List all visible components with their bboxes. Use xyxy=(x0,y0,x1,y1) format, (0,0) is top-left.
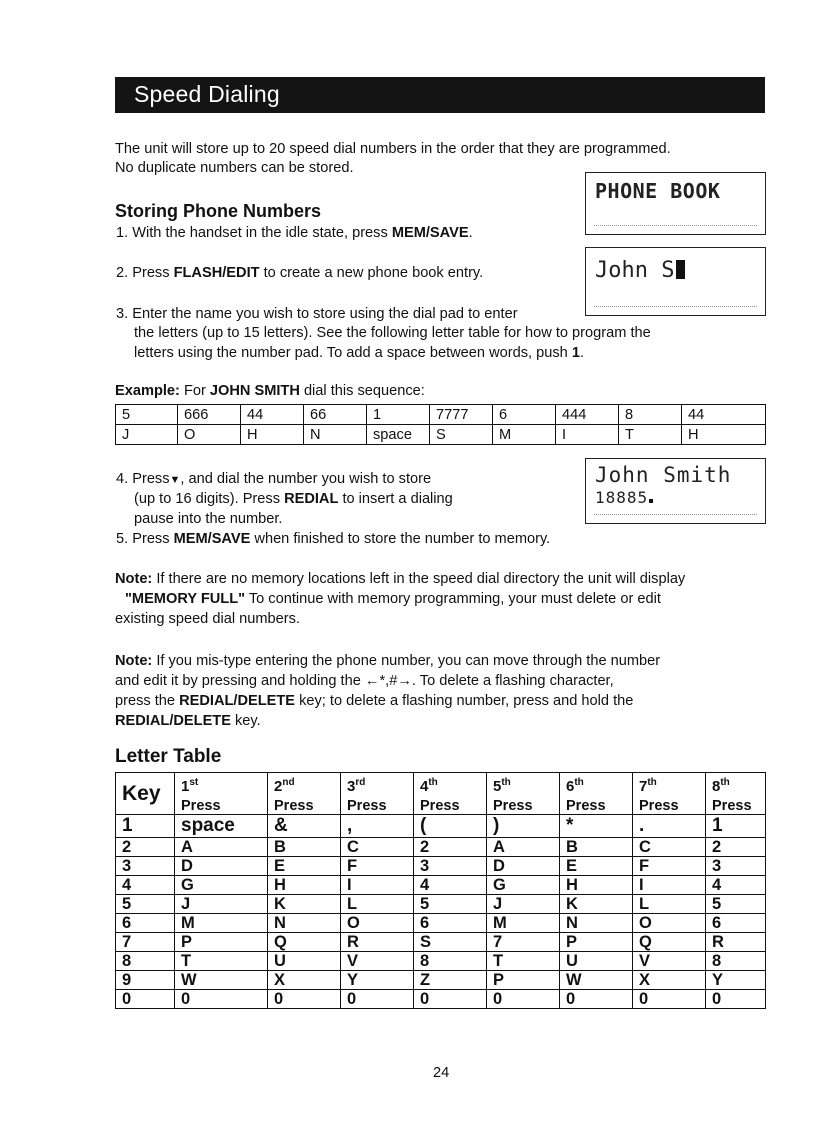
letter-cell: J xyxy=(487,895,560,914)
letter-cell: N xyxy=(560,914,633,933)
letter-cell: S xyxy=(414,933,487,952)
key-cell: 4 xyxy=(116,876,175,895)
step-3-line-2: the letters (up to 15 letters). See the following letter table for how to program the xyxy=(134,325,651,341)
letter-cell: T xyxy=(487,952,560,971)
letter-cell: 0 xyxy=(268,990,341,1009)
letter-table-row xyxy=(116,857,766,876)
example-digits-row xyxy=(116,405,766,425)
letter-cell: 0 xyxy=(560,990,633,1009)
section-banner xyxy=(115,77,765,113)
example-digit-cell: 666 xyxy=(178,405,241,425)
note-1-line-1: Note: If there are no memory locations left in the speed dial directory the unit will display xyxy=(115,571,686,587)
down-arrow-icon: ▼ xyxy=(169,474,181,486)
letter-cell: B xyxy=(268,838,341,857)
lcd-name-text: John Smith xyxy=(595,463,732,487)
lcd-status-bar xyxy=(594,514,757,521)
letter-cell: 2 xyxy=(706,838,766,857)
press-column-header: 8th Press xyxy=(706,773,766,815)
example-letter-cell: S xyxy=(430,425,493,445)
letter-table-row xyxy=(116,815,766,838)
letter-cell: * xyxy=(560,815,633,838)
letter-cell: P xyxy=(175,933,268,952)
key-cell: 0 xyxy=(116,990,175,1009)
letter-cell: N xyxy=(268,914,341,933)
letter-cell: H xyxy=(560,876,633,895)
press-column-header: 5th Press xyxy=(487,773,560,815)
letter-cell: Z xyxy=(414,971,487,990)
letter-cell: 5 xyxy=(414,895,487,914)
letter-table-row xyxy=(116,971,766,990)
letter-cell: 4 xyxy=(706,876,766,895)
lcd-screen-john-s xyxy=(585,247,766,316)
note-2-line-4: REDIAL/DELETE key. xyxy=(115,713,261,729)
example-letter-cell: O xyxy=(178,425,241,445)
letter-cell: 0 xyxy=(175,990,268,1009)
letter-table-row xyxy=(116,914,766,933)
letter-cell: , xyxy=(341,815,414,838)
key-cell: 2 xyxy=(116,838,175,857)
lcd-pause-marker xyxy=(649,499,653,503)
key-cell: 8 xyxy=(116,952,175,971)
letter-table-header-row xyxy=(116,773,766,815)
letter-cell: 0 xyxy=(341,990,414,1009)
letter-cell: W xyxy=(560,971,633,990)
step-2: 2. Press FLASH/EDIT to create a new phone book entry. xyxy=(116,265,484,281)
letter-cell: 6 xyxy=(414,914,487,933)
page-number: 24 xyxy=(433,1065,450,1081)
letter-cell: M xyxy=(487,914,560,933)
letter-cell: 4 xyxy=(414,876,487,895)
letter-cell: 2 xyxy=(414,838,487,857)
letter-cell: P xyxy=(487,971,560,990)
letter-cell: V xyxy=(341,952,414,971)
letter-cell: 0 xyxy=(633,990,706,1009)
letter-cell: W xyxy=(175,971,268,990)
key-cell: 5 xyxy=(116,895,175,914)
key-cell: 1 xyxy=(116,815,175,838)
letter-cell: 8 xyxy=(706,952,766,971)
step-4-line-3: pause into the number. xyxy=(134,511,283,527)
step-1: 1. With the handset in the idle state, press MEM/SAVE. xyxy=(116,225,473,241)
letter-cell: I xyxy=(341,876,414,895)
step-4-line-2: (up to 16 digits). Press REDIAL to insert a dialing xyxy=(134,491,453,507)
example-line: Example: For JOHN SMITH dial this sequence: xyxy=(115,383,425,399)
note-2-line-1: Note: If you mis-type entering the phone number, you can move through the number xyxy=(115,653,661,669)
example-letter-cell: H xyxy=(241,425,304,445)
letter-cell: 0 xyxy=(414,990,487,1009)
example-digit-cell: 1 xyxy=(367,405,430,425)
lcd-phone-book-text: PHONE BOOK xyxy=(595,179,721,203)
note-1-line-2: "MEMORY FULL" To continue with memory programming, your must delete or edit xyxy=(125,591,661,607)
letter-cell: G xyxy=(487,876,560,895)
note-2-line-3: press the REDIAL/DELETE key; to delete a flashing number, press and hold the xyxy=(115,693,634,709)
letter-cell: K xyxy=(268,895,341,914)
letter-cell: R xyxy=(706,933,766,952)
press-column-header: 3rd Press xyxy=(341,773,414,815)
step-5: 5. Press MEM/SAVE when finished to store the number to memory. xyxy=(116,531,551,547)
example-letter-cell: M xyxy=(493,425,556,445)
letter-cell: 3 xyxy=(414,857,487,876)
letter-cell: O xyxy=(633,914,706,933)
example-letter-cell: N xyxy=(304,425,367,445)
letter-table-row xyxy=(116,952,766,971)
letter-cell: 0 xyxy=(706,990,766,1009)
lcd-number-text: 18885 xyxy=(595,488,653,507)
letter-cell: 0 xyxy=(487,990,560,1009)
press-column-header: 4th Press xyxy=(414,773,487,815)
letter-cell: Q xyxy=(268,933,341,952)
letter-cell: F xyxy=(341,857,414,876)
example-table xyxy=(115,404,766,445)
key-column-header: Key xyxy=(116,773,175,815)
letter-table-row xyxy=(116,933,766,952)
example-letter-cell: J xyxy=(116,425,178,445)
letter-cell: J xyxy=(175,895,268,914)
letter-cell: H xyxy=(268,876,341,895)
letter-cell: L xyxy=(341,895,414,914)
letter-cell: B xyxy=(560,838,633,857)
section-title: Speed Dialing xyxy=(134,81,280,107)
example-digit-cell: 7777 xyxy=(430,405,493,425)
step-3-line-3: letters using the number pad. To add a space between words, push 1. xyxy=(134,345,585,361)
letter-cell: C xyxy=(341,838,414,857)
example-digit-cell: 6 xyxy=(493,405,556,425)
example-letter-cell: H xyxy=(682,425,766,445)
intro-line-2: No duplicate numbers can be stored. xyxy=(115,160,354,176)
lcd-screen-phone-book xyxy=(585,172,766,235)
letter-cell: I xyxy=(633,876,706,895)
lcd-status-bar xyxy=(594,306,757,313)
example-digit-cell: 8 xyxy=(619,405,682,425)
letter-cell: & xyxy=(268,815,341,838)
example-digit-cell: 44 xyxy=(682,405,766,425)
letter-cell: R xyxy=(341,933,414,952)
intro-line-1: The unit will store up to 20 speed dial numbers in the order that they are programmed. xyxy=(115,141,671,157)
letter-table-heading: Letter Table xyxy=(115,746,222,767)
letter-cell: Y xyxy=(341,971,414,990)
letter-cell: Y xyxy=(706,971,766,990)
letter-cell: . xyxy=(633,815,706,838)
example-digit-cell: 44 xyxy=(241,405,304,425)
example-digit-cell: 444 xyxy=(556,405,619,425)
letter-cell: G xyxy=(175,876,268,895)
step-4-line-1: 4. Press▼, and dial the number you wish to store xyxy=(116,471,432,487)
letter-cell: F xyxy=(633,857,706,876)
letter-cell: 8 xyxy=(414,952,487,971)
letter-cell: ) xyxy=(487,815,560,838)
letter-cell: U xyxy=(560,952,633,971)
letter-cell: M xyxy=(175,914,268,933)
letter-cell: P xyxy=(560,933,633,952)
letter-cell: U xyxy=(268,952,341,971)
key-cell: 6 xyxy=(116,914,175,933)
press-column-header: 6th Press xyxy=(560,773,633,815)
letter-cell: O xyxy=(341,914,414,933)
key-cell: 9 xyxy=(116,971,175,990)
letter-cell: K xyxy=(560,895,633,914)
example-letter-cell: T xyxy=(619,425,682,445)
letter-cell: L xyxy=(633,895,706,914)
letter-cell: A xyxy=(487,838,560,857)
letter-cell: space xyxy=(175,815,268,838)
letter-cell: ( xyxy=(414,815,487,838)
press-column-header: 7th Press xyxy=(633,773,706,815)
letter-table-row xyxy=(116,876,766,895)
example-letter-cell: space xyxy=(367,425,430,445)
letter-cell: X xyxy=(268,971,341,990)
letter-table-row xyxy=(116,838,766,857)
letter-cell: D xyxy=(175,857,268,876)
letter-cell: 1 xyxy=(706,815,766,838)
letter-cell: 7 xyxy=(487,933,560,952)
example-digit-cell: 5 xyxy=(116,405,178,425)
note-2-line-2: and edit it by pressing and holding the ←*,#→. To delete a flashing character, xyxy=(115,673,614,689)
letter-table-row xyxy=(116,990,766,1009)
letter-cell: D xyxy=(487,857,560,876)
letter-table xyxy=(115,772,766,1009)
step-3-line-1: 3. Enter the name you wish to store using the dial pad to enter xyxy=(116,306,518,322)
key-cell: 7 xyxy=(116,933,175,952)
letter-cell: 6 xyxy=(706,914,766,933)
letter-cell: T xyxy=(175,952,268,971)
letter-cell: Q xyxy=(633,933,706,952)
example-letters-row xyxy=(116,425,766,445)
lcd-screen-john-smith xyxy=(585,458,766,524)
letter-cell: 3 xyxy=(706,857,766,876)
lcd-cursor xyxy=(676,260,685,279)
storing-heading: Storing Phone Numbers xyxy=(115,201,322,221)
letter-table-row xyxy=(116,895,766,914)
letter-cell: A xyxy=(175,838,268,857)
lcd-entry-text: John S xyxy=(595,258,685,283)
key-cell: 3 xyxy=(116,857,175,876)
note-1-line-3: existing speed dial numbers. xyxy=(115,611,300,627)
letter-cell: C xyxy=(633,838,706,857)
letter-cell: E xyxy=(268,857,341,876)
lcd-status-bar xyxy=(594,225,757,232)
press-column-header: 1st Press xyxy=(175,773,268,815)
example-letter-cell: I xyxy=(556,425,619,445)
letter-cell: 5 xyxy=(706,895,766,914)
letter-cell: X xyxy=(633,971,706,990)
letter-cell: E xyxy=(560,857,633,876)
example-digit-cell: 66 xyxy=(304,405,367,425)
letter-cell: V xyxy=(633,952,706,971)
press-column-header: 2nd Press xyxy=(268,773,341,815)
